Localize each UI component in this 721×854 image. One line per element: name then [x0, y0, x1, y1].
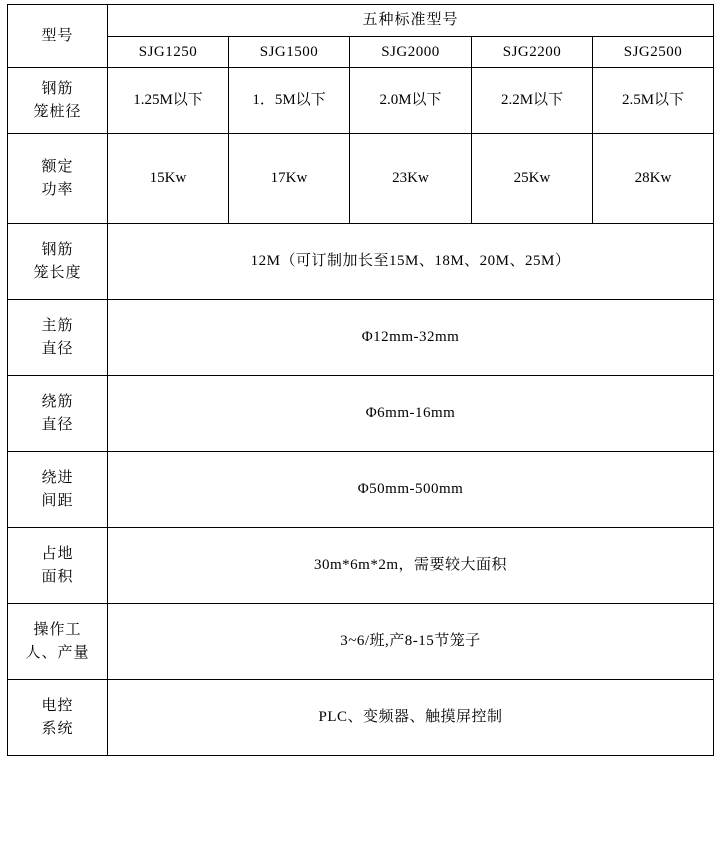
cell-cage-diameter-2: 1．5M以下 — [229, 68, 350, 134]
row-label-line-1: 额定 — [41, 159, 74, 175]
table-row-main-bar-diameter — [8, 300, 714, 376]
row-label-line-1: 操作工 — [33, 622, 82, 638]
cell-winding-bar-diameter-value: Φ6mm-16mm — [108, 376, 714, 452]
table-row-header-title — [8, 5, 714, 37]
document-sheet — [0, 4, 721, 854]
row-label-line-2: 直径 — [41, 416, 74, 433]
row-label-line-2: 笼长度 — [33, 264, 82, 281]
row-label-line-1: 钢筋 — [41, 81, 74, 97]
cell-winding-pitch-value: Φ50mm-500mm — [108, 452, 714, 528]
row-label-control-system — [8, 680, 108, 756]
table-row-cage-diameter — [8, 68, 714, 134]
row-label-line-2: 笼桩径 — [33, 103, 82, 120]
specification-table — [7, 4, 714, 756]
row-label-line-1: 占地 — [41, 546, 74, 562]
cell-cage-diameter-1: 1.25M以下 — [108, 68, 229, 134]
cell-rated-power-5: 28Kw — [593, 134, 714, 224]
row-label-operators-output — [8, 604, 108, 680]
row-label-line-1: 钢筋 — [41, 242, 74, 258]
row-label-line-2: 人、产量 — [25, 644, 90, 661]
cell-rated-power-3: 23Kw — [350, 134, 472, 224]
row-label-line-1: 绕进 — [41, 470, 74, 486]
table-row-winding-pitch — [8, 452, 714, 528]
row-label-footprint — [8, 528, 108, 604]
model-name-1: SJG1250 — [108, 36, 229, 68]
table-row-footprint — [8, 528, 714, 604]
table-row-winding-bar-diameter — [8, 376, 714, 452]
row-label-line-2: 系统 — [41, 720, 74, 737]
cell-cage-diameter-3: 2.0M以下 — [350, 68, 472, 134]
cell-control-system-value: PLC、变频器、触摸屏控制 — [108, 680, 714, 756]
cell-cage-length-value: 12M（可订制加长至15M、18M、20M、25M） — [108, 224, 714, 300]
cell-rated-power-2: 17Kw — [229, 134, 350, 224]
row-label-line-2: 功率 — [41, 181, 74, 198]
row-label-line-1: 绕筋 — [41, 394, 74, 410]
row-label-rated-power — [8, 134, 108, 224]
row-label-line-2: 间距 — [41, 492, 74, 509]
cell-footprint-value: 30m*6m*2m，需要较大面积 — [108, 528, 714, 604]
model-name-4: SJG2200 — [472, 36, 593, 68]
model-name-3: SJG2000 — [350, 36, 472, 68]
cell-operators-output-value: 3~6/班,产8-15节笼子 — [108, 604, 714, 680]
row-label-line-1: 电控 — [41, 698, 74, 714]
model-name-2: SJG1500 — [229, 36, 350, 68]
cell-rated-power-4: 25Kw — [472, 134, 593, 224]
row-label-model: 型号 — [8, 5, 108, 68]
model-name-5: SJG2500 — [593, 36, 714, 68]
cell-cage-diameter-4: 2.2M以下 — [472, 68, 593, 134]
table-row-control-system — [8, 680, 714, 756]
cell-cage-diameter-5: 2.5M以下 — [593, 68, 714, 134]
row-label-winding-pitch — [8, 452, 108, 528]
table-row-operators-output — [8, 604, 714, 680]
row-label-winding-bar-diameter — [8, 376, 108, 452]
table-row-rated-power — [8, 134, 714, 224]
header-title: 五种标准型号 — [108, 5, 714, 37]
row-label-line-2: 面积 — [41, 568, 74, 585]
row-label-line-2: 直径 — [41, 340, 74, 357]
cell-rated-power-1: 15Kw — [108, 134, 229, 224]
row-label-cage-diameter — [8, 68, 108, 134]
row-label-cage-length — [8, 224, 108, 300]
cell-main-bar-diameter-value: Φ12mm-32mm — [108, 300, 714, 376]
table-row-cage-length — [8, 224, 714, 300]
row-label-line-1: 主筋 — [41, 318, 74, 334]
row-label-main-bar-diameter — [8, 300, 108, 376]
table-row-model-names — [8, 36, 714, 68]
